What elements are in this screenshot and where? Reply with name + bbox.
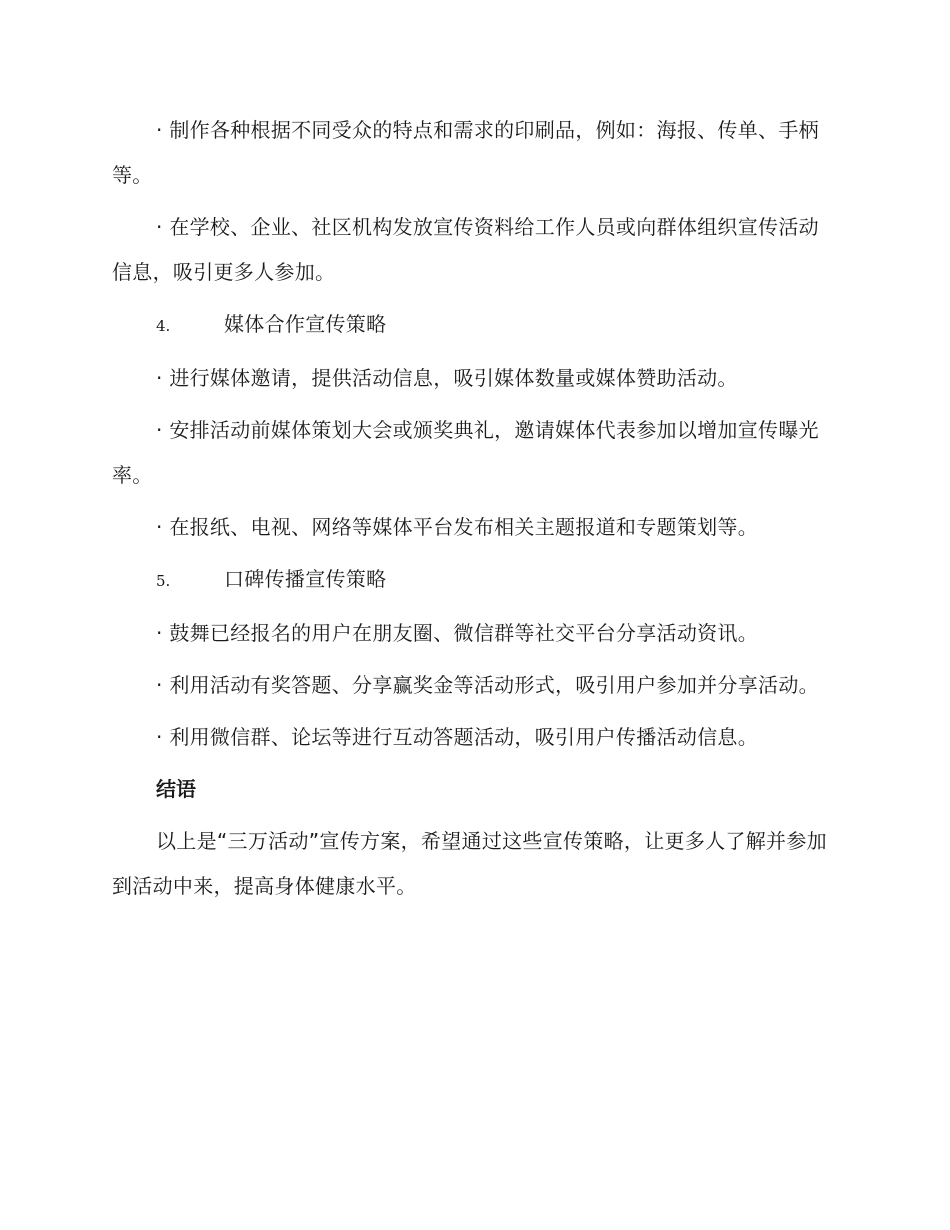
- section-5-item-2: · 利用活动有奖答题、分享赢奖金等活动形式，吸引用户参加并分享活动。: [156, 673, 819, 697]
- section-5-item-1: · 鼓舞已经报名的用户在朋友圈、微信群等社交平台分享活动资讯。: [156, 621, 759, 645]
- section-5-title: 口碑传播宣传策略: [224, 567, 387, 591]
- paragraph-distribute-materials: · 在学校、企业、社区机构发放宣传资料给工作人员或向群体组织宣传活动信息，吸引更多人参加。: [112, 215, 819, 284]
- section-4-item-2: · 安排活动前媒体策划大会或颁奖典礼，邀请媒体代表参加以增加宣传曝光率。: [112, 418, 819, 487]
- paragraph-print-materials: · 制作各种根据不同受众的特点和需求的印刷品，例如：海报、传单、手柄等。: [112, 118, 819, 187]
- section-4-number: 4.: [156, 317, 171, 335]
- document-body: [112, 108, 832, 916]
- conclusion-text: 以上是“三万活动”宣传方案，希望通过这些宣传策略，让更多人了解并参加到活动中来，提高身体健康水平。: [112, 829, 827, 898]
- conclusion-heading: 结语: [156, 777, 196, 801]
- section-5-number: 5.: [156, 572, 171, 590]
- section-4-heading: [112, 302, 832, 349]
- section-5-item-3: · 利用微信群、论坛等进行互动答题活动，吸引用户传播活动信息。: [156, 725, 759, 749]
- section-4-title: 媒体合作宣传策略: [224, 312, 387, 336]
- section-5-heading: [112, 557, 832, 604]
- section-4-item-1: · 进行媒体邀请，提供活动信息，吸引媒体数量或媒体赞助活动。: [156, 366, 738, 390]
- section-4-item-3: · 在报纸、电视、网络等媒体平台发布相关主题报道和专题策划等。: [156, 515, 759, 539]
